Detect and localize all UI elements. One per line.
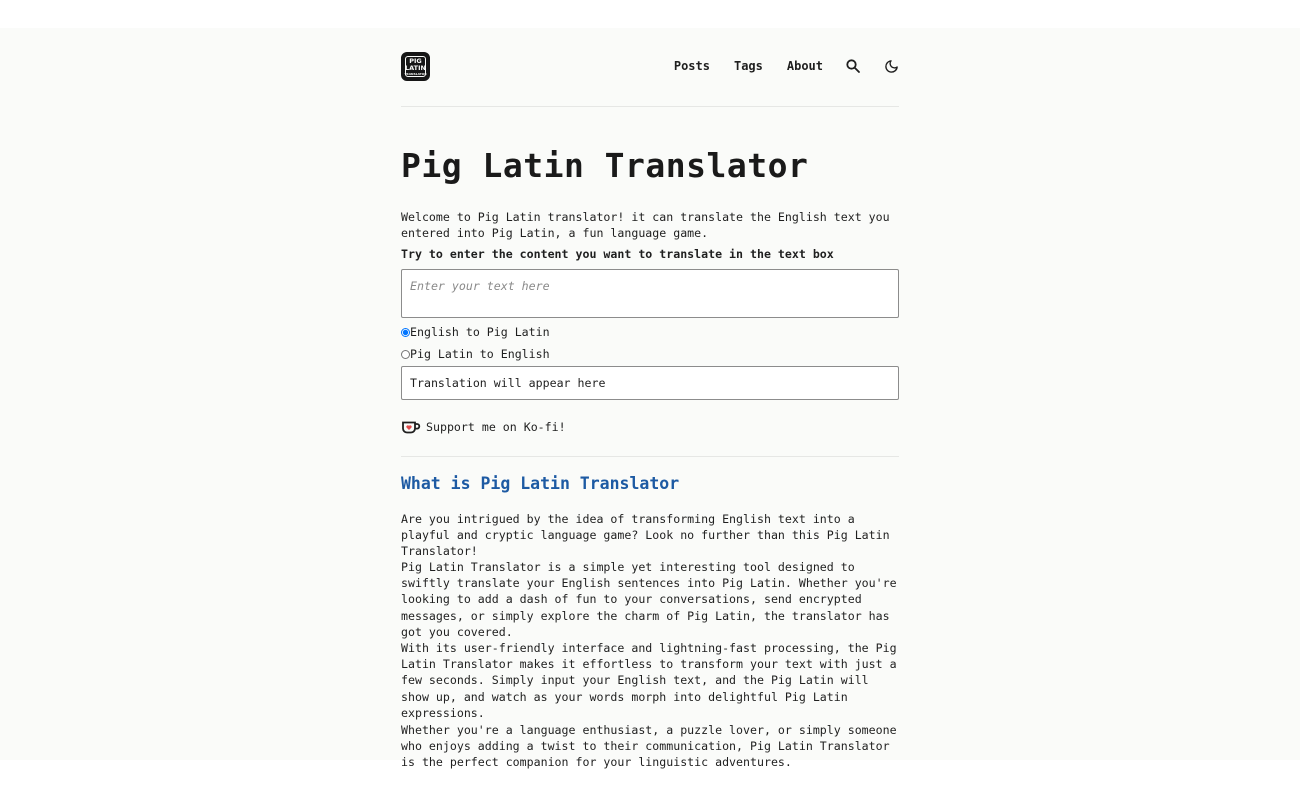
page-title: Pig Latin Translator — [401, 146, 809, 185]
logo-text-line1: PIG — [409, 56, 422, 65]
nav-posts[interactable]: Posts — [673, 59, 710, 73]
translation-output: Translation will appear here — [401, 366, 899, 400]
site-header — [401, 28, 899, 107]
section-heading: What is Pig Latin Translator — [401, 474, 680, 493]
mode-pig-latin-to-english[interactable] — [401, 347, 550, 361]
section-divider — [401, 456, 899, 457]
radio-label: Pig Latin to English — [410, 347, 550, 361]
nav-about[interactable]: About — [786, 59, 823, 73]
article-paragraph-3: With its user-friendly interface and lightning-fast processing, the Pig Latin Translator makes it effortless to transform your text with just a few seconds. Simply input your English text, and the Pig Latin will show up, and watch as your words morph into delightful Pig Latin expressions. — [401, 641, 897, 720]
search-button[interactable] — [845, 58, 861, 74]
logo-text-line2: LATIN — [405, 63, 426, 72]
instruction-text: Try to enter the content you want to translate in the text box — [401, 247, 834, 261]
radio-english-to-pig-latin[interactable] — [401, 328, 410, 337]
nav-tags[interactable]: Tags — [733, 59, 763, 73]
content-container — [401, 28, 899, 770]
translation-input[interactable] — [401, 269, 899, 318]
mode-english-to-pig-latin[interactable] — [401, 325, 550, 339]
moon-icon — [884, 59, 899, 74]
logo-text-line3: TRANSLATOR — [404, 71, 427, 76]
article-paragraph-2: Pig Latin Translator is a simple yet interesting tool designed to swiftly translate your English sentences into Pig Latin. Whether you're looking to add a dash of fun to your conversations, send encrypted messages, or simply explore the charm of Pig Latin, the translator has got you covered. — [401, 560, 897, 639]
radio-pig-latin-to-english[interactable] — [401, 350, 410, 359]
radio-label: English to Pig Latin — [410, 325, 550, 339]
theme-toggle-button[interactable] — [883, 58, 899, 74]
article-paragraph-4: Whether you're a language enthusiast, a puzzle lover, or simply someone who enjoys adding a twist to their communication, Pig Latin Translator is the perfect companion for your linguistic adventures. — [401, 723, 897, 770]
kofi-cup-icon — [401, 420, 421, 434]
page — [0, 28, 1300, 770]
logo-frame — [405, 56, 426, 77]
kofi-support-link[interactable] — [401, 420, 566, 434]
intro-text: Welcome to Pig Latin translator! it can translate the English text you entered into Pig Latin, a fun language game. — [401, 210, 890, 240]
search-icon — [846, 59, 860, 73]
main-nav — [650, 56, 899, 76]
site-logo[interactable] — [401, 52, 430, 81]
article-paragraph-1: Are you intrigued by the idea of transforming English text into a playful and cryptic language game? Look no further than this Pig Latin Translator! — [401, 512, 890, 559]
kofi-label: Support me on Ko-fi! — [426, 420, 566, 434]
